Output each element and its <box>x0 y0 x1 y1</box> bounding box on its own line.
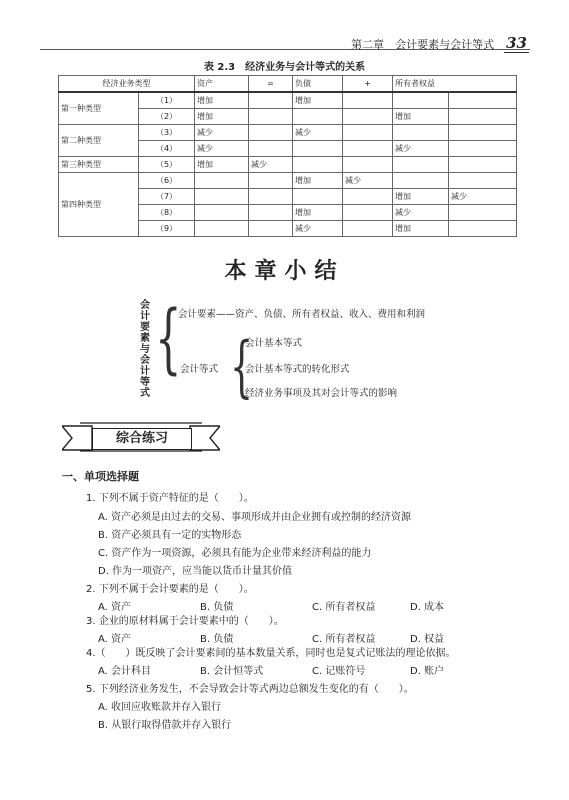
type-label: 第二种类型 <box>59 125 139 157</box>
header-equity: 所有者权益 <box>393 76 517 93</box>
answer-option: D. 作为一项资产，应当能以货币计量其价值 <box>98 566 293 577</box>
table-cell <box>249 221 293 237</box>
table-cell: 减少 <box>293 125 343 141</box>
table-cell <box>293 109 343 125</box>
table-cell <box>293 189 343 205</box>
header-rule <box>40 49 530 50</box>
table-row <box>59 125 517 141</box>
row-number: （6） <box>139 173 195 189</box>
type-label: 第四种类型 <box>59 173 139 237</box>
answer-option: C. 所有者权益 <box>312 602 376 613</box>
answer-option: B. 负债 <box>200 634 234 645</box>
table-cell <box>249 141 293 157</box>
answer-option: C. 资产作为一项资源，必须具有能为企业带来经济利益的能力 <box>98 548 372 559</box>
answer-option: B. 从银行取得借款并存入银行 <box>98 720 232 731</box>
answer-option: B. 会计恒等式 <box>200 666 264 677</box>
table-cell <box>249 92 293 109</box>
table-cell: 增加 <box>195 157 249 173</box>
answer-option: D. 成本 <box>410 602 445 613</box>
row-number: （8） <box>139 205 195 221</box>
table-header-row <box>59 76 517 93</box>
table-cell: 增加 <box>293 92 343 109</box>
header-asset: 资产 <box>195 76 249 93</box>
table-cell <box>449 173 517 189</box>
table-cell: 增加 <box>195 109 249 125</box>
table-cell: 减少 <box>449 189 517 205</box>
section-heading: 一、单项选择题 <box>62 470 139 483</box>
table-caption: 表 2.3 经济业务与会计等式的关系 <box>203 62 366 73</box>
answer-option: A. 会计科目 <box>98 666 152 677</box>
vertical-title-char: 计 <box>140 311 150 322</box>
table-cell <box>343 189 393 205</box>
vertical-title-char: 素 <box>140 333 150 344</box>
table-cell: 增加 <box>195 92 249 109</box>
table-cell <box>449 141 517 157</box>
table-cell <box>195 173 249 189</box>
row-number: （9） <box>139 221 195 237</box>
row-number: （1） <box>139 92 195 109</box>
table-cell: 减少 <box>195 141 249 157</box>
table-cell <box>449 125 517 141</box>
running-header <box>351 34 529 53</box>
inner-brace: { <box>230 328 254 405</box>
type-label: 第一种类型 <box>59 92 139 125</box>
summary-vertical-title <box>138 300 152 399</box>
table-cell <box>393 173 449 189</box>
table-cell <box>293 141 343 157</box>
relation-table <box>58 75 517 237</box>
outer-brace: { <box>155 293 182 382</box>
row-number: （4） <box>139 141 195 157</box>
table-cell: 增加 <box>393 189 449 205</box>
table-cell <box>343 221 393 237</box>
vertical-title-char: 等 <box>140 377 150 388</box>
table-cell: 增加 <box>293 205 343 221</box>
page-number: 33 <box>506 34 527 52</box>
table-cell <box>249 109 293 125</box>
table-cell <box>195 205 249 221</box>
table-cell: 减少 <box>393 141 449 157</box>
question-text: 1. 下列不属于资产特征的是（ ）。 <box>86 493 254 504</box>
table-cell <box>343 109 393 125</box>
question-text: 5. 下列经济业务发生，不会导致会计等式两边总额发生变化的有（ ）。 <box>86 684 414 695</box>
table-cell: 减少 <box>249 157 293 173</box>
answer-option: A. 资产 <box>98 602 132 613</box>
table-cell <box>343 205 393 221</box>
table-cell <box>249 205 293 221</box>
answer-option: A. 收回应收账款并存入银行 <box>98 702 222 713</box>
table-cell <box>343 157 393 173</box>
table-cell <box>343 141 393 157</box>
table-cell <box>195 189 249 205</box>
vertical-title-char: 计 <box>140 366 150 377</box>
vertical-title-char: 会 <box>140 355 150 366</box>
chapter-title: 第二章 会计要素与会计等式 <box>351 38 495 51</box>
summary-title: 本章小结 <box>224 258 345 284</box>
question-text: 4.（ ）既反映了会计要素间的基本数量关系，同时也是复式记账法的理论依据。 <box>86 648 456 659</box>
header-plus: + <box>343 76 393 93</box>
table-cell <box>393 157 449 173</box>
vertical-title-char: 式 <box>140 388 150 399</box>
table-cell <box>449 157 517 173</box>
row-number: （3） <box>139 125 195 141</box>
table-cell <box>449 109 517 125</box>
table-row <box>59 157 517 173</box>
header-equals: = <box>249 76 293 93</box>
table-cell: 增加 <box>393 221 449 237</box>
exercise-banner-label: 综合练习 <box>92 428 192 450</box>
answer-option: D. 账户 <box>410 666 445 677</box>
answer-option: A. 资产必须是由过去的交易、事项形成并由企业拥有或控制的经济资源 <box>98 512 412 523</box>
vertical-title-char: 与 <box>140 344 150 355</box>
table-cell <box>195 221 249 237</box>
table-cell: 减少 <box>343 173 393 189</box>
row-number: （5） <box>139 157 195 173</box>
table-cell <box>449 205 517 221</box>
table-row <box>59 92 517 109</box>
summary-item-elements: 会计要素——资产、负债、所有者权益、收入、费用和利润 <box>178 309 426 320</box>
header-type: 经济业务类型 <box>59 76 195 93</box>
table-cell <box>293 157 343 173</box>
table-cell <box>343 92 393 109</box>
table-cell: 增加 <box>293 173 343 189</box>
summary-sub-1: 会计基本等式 <box>245 338 303 349</box>
vertical-title-char: 要 <box>140 322 150 333</box>
summary-item-equation: 会计等式 <box>180 364 219 375</box>
row-number: （2） <box>139 109 195 125</box>
question-text: 2. 下列不属于会计要素的是（ ）。 <box>86 584 254 595</box>
vertical-title-char: 会 <box>140 300 150 311</box>
header-liability: 负债 <box>293 76 343 93</box>
table-cell <box>449 221 517 237</box>
table-cell <box>393 125 449 141</box>
answer-option: C. 所有者权益 <box>312 634 376 645</box>
answer-option: D. 权益 <box>410 634 445 645</box>
row-number: （7） <box>139 189 195 205</box>
answer-option: C. 记账符号 <box>312 666 366 677</box>
table-cell: 减少 <box>393 205 449 221</box>
answer-option: A. 资产 <box>98 634 132 645</box>
type-label: 第三种类型 <box>59 157 139 173</box>
question-text: 3. 企业的原材料属于会计要素中的（ ）。 <box>86 616 284 627</box>
table-cell: 减少 <box>195 125 249 141</box>
answer-option: B. 资产必须具有一定的实物形态 <box>98 530 242 541</box>
table-cell: 增加 <box>393 109 449 125</box>
table-cell <box>393 92 449 109</box>
table-cell <box>249 173 293 189</box>
table-cell <box>249 189 293 205</box>
table-cell <box>249 125 293 141</box>
table-cell <box>343 125 393 141</box>
answer-option: B. 负债 <box>200 602 234 613</box>
table-row <box>59 173 517 189</box>
table-cell: 减少 <box>293 221 343 237</box>
table-cell <box>449 92 517 109</box>
summary-sub-3: 经济业务事项及其对会计等式的影响 <box>245 388 398 399</box>
summary-sub-2: 会计基本等式的转化形式 <box>245 364 350 375</box>
